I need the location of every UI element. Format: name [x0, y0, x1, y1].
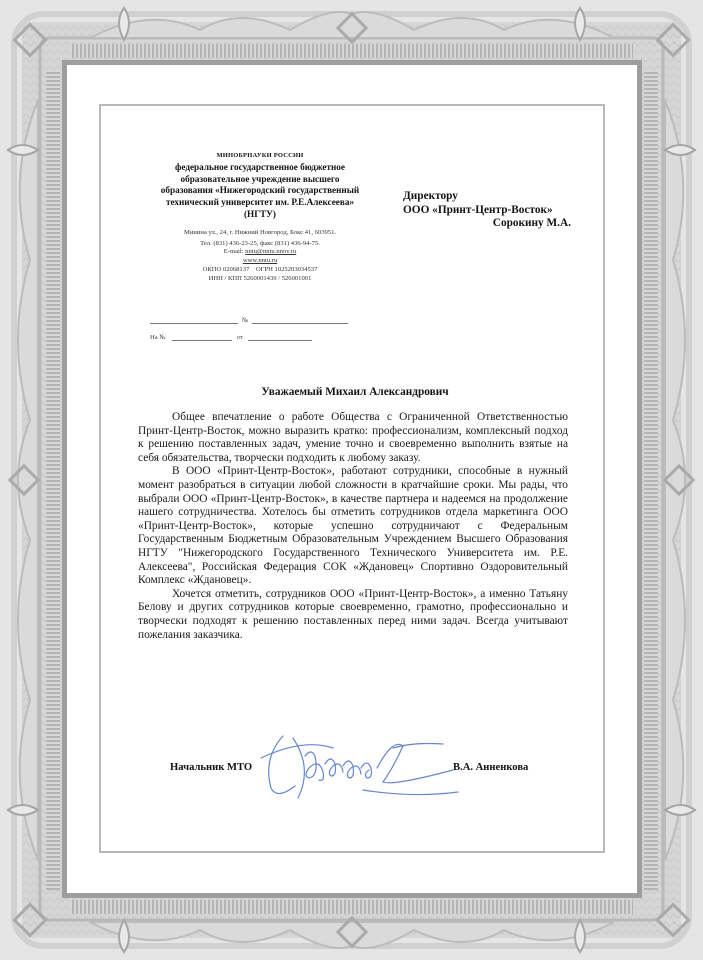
ref-number-label: На №: [150, 334, 166, 341]
website-link[interactable]: www.nntu.ru: [242, 257, 278, 265]
handwritten-signature: [243, 728, 463, 808]
letterhead-phone-fax: Тел. (831) 436-23-25, факс (831) 436-94-75.: [200, 239, 320, 247]
letterhead: [140, 152, 380, 284]
addressee-name: Сорокину М.А.: [492, 217, 571, 229]
addressee-position: Директору: [403, 190, 458, 202]
email-label: E-mail:: [223, 248, 244, 256]
org-name-line: федеральное государственное бюджетное: [175, 162, 345, 173]
paragraph: Общее впечатление о работе Общества с Ограниченной Ответственностью Принт-Центр-Восток, можно выразить кратко: профессионализм, комплексный подход к решению поставленных задач, умение точно и своевременно выполнить взятые на себя обязательства, творчески подходить к любому заказу.: [138, 411, 568, 464]
letterhead-ministry: МИНОБРНАУКИ РОССИИ: [216, 152, 304, 159]
org-name-line: образования «Нижегородский государственный: [160, 185, 360, 196]
addressee-company: ООО «Принт-Центр-Восток»: [403, 203, 553, 216]
ref-date-blank: [248, 334, 312, 341]
email-link[interactable]: nntu@nntu.nnov.ru: [245, 248, 297, 256]
paragraph: Хочется отметить, сотрудников ООО «Принт-Центр-Восток», а именно Татьяну Белову и других сотрудников которые своевременно, грамотно, профессионально и творчески подходят к решению поставленных перед ними задач. Всегда учитывают пожелания заказчика.: [138, 587, 568, 641]
date-blank: [150, 317, 238, 324]
reference-row: [150, 328, 350, 341]
registration-fields: [150, 311, 350, 341]
letterhead-inn-kpp: ИНН / КПП 5260001439 / 526001001: [208, 274, 312, 282]
letterhead-okpo-ogrn: ОКПО 02068137 ОГРН 1025203034537: [202, 266, 318, 273]
signatory-name: В.А. Анненкова: [453, 762, 529, 773]
org-name-line: технический университет им. Р.Е.Алексеева»: [165, 197, 355, 208]
letterhead-address: Минина ул., 24, г. Нижний Новгород, Бокс 41, 603951.: [183, 229, 337, 237]
ref-number-blank: [172, 334, 232, 341]
salutation: Уважаемый Михаил Александрович: [261, 386, 449, 398]
number-blank: [252, 317, 348, 324]
paragraph: В ООО «Принт-Центр-Восток», работают сотрудники, способные в нужный момент разобраться в ситуации любой сложности в кратчайшие сроки. Мы рады, что выбрали ООО «Принт-Центр-Восток», в качестве партнера и надеемся на продолжение нашего сотрудничества. Хотелось бы отметить сотрудников отдела маркетинга ООО «Принт-Центр-Восток», которые успешно сотрудничают с Федеральным Государственным Бюджетным Образовательным Учреждением Высшего Образования НГТУ "Нижегородского Государственного Технического Университета им. Р.Е. Алексеева", Российская Федерация СОК «Ждановец» Спортивно Оздоровительный Комплекс «Ждановец».: [138, 465, 568, 587]
letter-body: [138, 411, 568, 642]
letterhead-org-name: [140, 162, 380, 220]
letterhead-email-row: [140, 248, 380, 257]
ref-date-label: от: [236, 334, 243, 341]
outgoing-number-row: [150, 311, 350, 324]
number-label: №: [242, 317, 249, 324]
org-name-line: образовательное учреждение высшего: [180, 173, 340, 184]
signatory-title: Начальник МТО: [170, 762, 253, 773]
org-name-line: (НГТУ): [244, 208, 276, 219]
addressee-block: [403, 190, 573, 231]
letterhead-contacts: [140, 240, 380, 284]
